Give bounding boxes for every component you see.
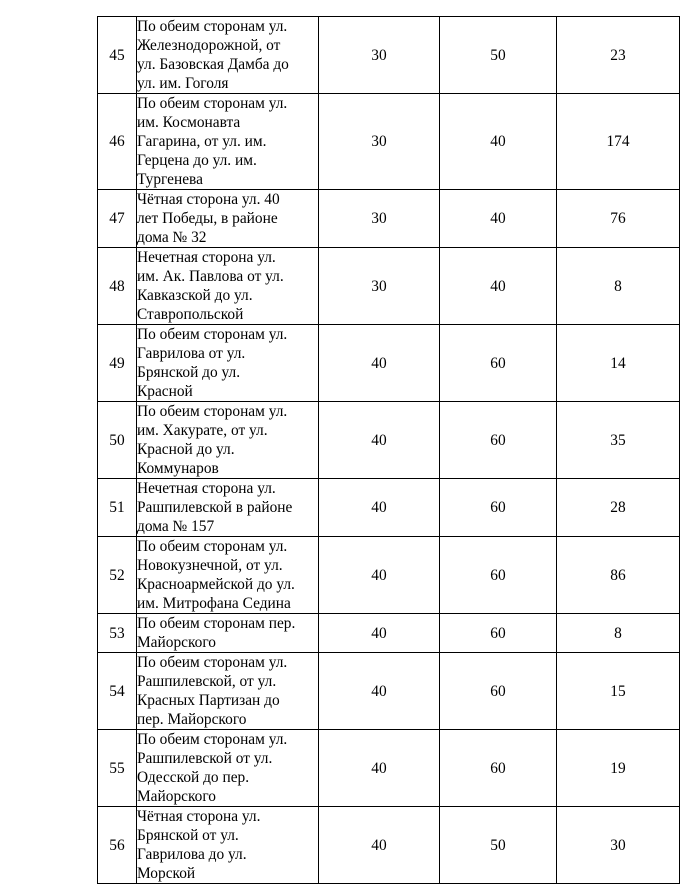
description-line: По обеим сторонам ул. (137, 403, 288, 420)
description-line: По обеим сторонам ул. (137, 95, 288, 112)
value-cell-col3: 40 (319, 402, 440, 479)
value-cell-col3: 40 (319, 807, 440, 884)
row-number-cell: 56 (98, 807, 137, 884)
streets-table (97, 16, 680, 884)
description-line: Рашпилевской, от ул. (137, 673, 277, 690)
description-line: Нечетная сторона ул. (137, 480, 276, 497)
table-row (98, 730, 680, 807)
value-cell-col5: 174 (557, 94, 680, 190)
value-cell-col4: 50 (440, 17, 557, 94)
value-cell-col4: 60 (440, 614, 557, 653)
description-line: По обеим сторонам ул. (137, 538, 288, 555)
value-cell-col4: 60 (440, 537, 557, 614)
description-line: им. Космонавта (137, 114, 241, 131)
value-cell-col5: 14 (557, 325, 680, 402)
location-description-cell (137, 537, 319, 614)
value-cell-col3: 30 (319, 94, 440, 190)
description-line: пер. Майорского (137, 711, 247, 728)
table-row (98, 17, 680, 94)
value-cell-col3: 30 (319, 248, 440, 325)
value-cell-col5: 19 (557, 730, 680, 807)
description-line: Тургенева (137, 171, 203, 188)
row-number-cell: 47 (98, 190, 137, 248)
value-cell-col4: 40 (440, 248, 557, 325)
description-line: По обеим сторонам ул. (137, 731, 288, 748)
description-line: лет Победы, в районе (137, 210, 278, 227)
location-description-cell (137, 325, 319, 402)
value-cell-col3: 40 (319, 325, 440, 402)
location-description-cell (137, 248, 319, 325)
description-line: Чётная сторона ул. 40 (137, 191, 280, 208)
value-cell-col5: 76 (557, 190, 680, 248)
table-row (98, 653, 680, 730)
table-row (98, 537, 680, 614)
location-description-cell (137, 94, 319, 190)
description-line: Гагарина, от ул. им. (137, 133, 267, 150)
value-cell-col3: 40 (319, 653, 440, 730)
description-line: Гаврилова до ул. (137, 846, 247, 863)
table-row (98, 614, 680, 653)
description-line: Кавказской до ул. (137, 287, 253, 304)
description-line: Коммунаров (137, 460, 219, 477)
location-description-cell (137, 807, 319, 884)
description-line: ул. Базовская Дамба до (137, 56, 289, 73)
description-line: ул. им. Гоголя (137, 75, 229, 92)
table-row (98, 479, 680, 537)
description-line: По обеим сторонам ул. (137, 18, 288, 35)
description-line: дома № 32 (137, 229, 207, 246)
description-line: Майорского (137, 634, 216, 651)
value-cell-col5: 28 (557, 479, 680, 537)
row-number-cell: 51 (98, 479, 137, 537)
row-number-cell: 50 (98, 402, 137, 479)
value-cell-col4: 40 (440, 94, 557, 190)
value-cell-col3: 40 (319, 479, 440, 537)
description-line: Ставропольской (137, 306, 244, 323)
value-cell-col5: 8 (557, 248, 680, 325)
row-number-cell: 55 (98, 730, 137, 807)
table-row (98, 248, 680, 325)
value-cell-col3: 40 (319, 537, 440, 614)
row-number-cell: 46 (98, 94, 137, 190)
description-line: Рашпилевской от ул. (137, 750, 273, 767)
table-row (98, 190, 680, 248)
description-line: Красной (137, 383, 193, 400)
table-body (98, 17, 680, 884)
row-number-cell: 52 (98, 537, 137, 614)
value-cell-col4: 60 (440, 325, 557, 402)
description-line: Красной до ул. (137, 441, 235, 458)
description-line: им. Хакурате, от ул. (137, 422, 268, 439)
table-row (98, 807, 680, 884)
value-cell-col5: 8 (557, 614, 680, 653)
location-description-cell (137, 614, 319, 653)
location-description-cell (137, 17, 319, 94)
location-description-cell (137, 653, 319, 730)
row-number-cell: 53 (98, 614, 137, 653)
description-line: Гаврилова от ул. (137, 345, 246, 362)
description-line: Нечетная сторона ул. (137, 249, 276, 266)
description-line: Одесской до пер. (137, 769, 250, 786)
description-line: По обеим сторонам пер. (137, 615, 296, 632)
value-cell-col4: 60 (440, 653, 557, 730)
value-cell-col5: 15 (557, 653, 680, 730)
table-row (98, 325, 680, 402)
table-row (98, 402, 680, 479)
row-number-cell: 54 (98, 653, 137, 730)
value-cell-col3: 30 (319, 17, 440, 94)
row-number-cell: 48 (98, 248, 137, 325)
description-line: Морской (137, 865, 196, 882)
value-cell-col5: 30 (557, 807, 680, 884)
value-cell-col4: 40 (440, 190, 557, 248)
description-line: Красноармейской до ул. (137, 576, 295, 593)
location-description-cell (137, 730, 319, 807)
description-line: По обеим сторонам ул. (137, 654, 288, 671)
description-line: Чётная сторона ул. (137, 808, 261, 825)
description-line: Новокузнечной, от ул. (137, 557, 283, 574)
location-description-cell (137, 479, 319, 537)
value-cell-col3: 30 (319, 190, 440, 248)
description-line: им. Митрофана Седина (137, 595, 291, 612)
description-line: Брянской до ул. (137, 364, 241, 381)
value-cell-col5: 86 (557, 537, 680, 614)
description-line: Рашпилевской в районе (137, 499, 293, 516)
value-cell-col3: 40 (319, 614, 440, 653)
row-number-cell: 45 (98, 17, 137, 94)
value-cell-col5: 23 (557, 17, 680, 94)
description-line: Железнодорожной, от (137, 37, 281, 54)
description-line: Герцена до ул. им. (137, 152, 257, 169)
description-line: Брянской от ул. (137, 827, 239, 844)
description-line: им. Ак. Павлова от ул. (137, 268, 284, 285)
row-number-cell: 49 (98, 325, 137, 402)
value-cell-col4: 50 (440, 807, 557, 884)
value-cell-col4: 60 (440, 730, 557, 807)
value-cell-col5: 35 (557, 402, 680, 479)
description-line: Красных Партизан до (137, 692, 280, 709)
value-cell-col4: 60 (440, 402, 557, 479)
table-row (98, 94, 680, 190)
value-cell-col3: 40 (319, 730, 440, 807)
description-line: Майорского (137, 788, 216, 805)
value-cell-col4: 60 (440, 479, 557, 537)
description-line: По обеим сторонам ул. (137, 326, 288, 343)
description-line: дома № 157 (137, 518, 215, 535)
location-description-cell (137, 190, 319, 248)
location-description-cell (137, 402, 319, 479)
